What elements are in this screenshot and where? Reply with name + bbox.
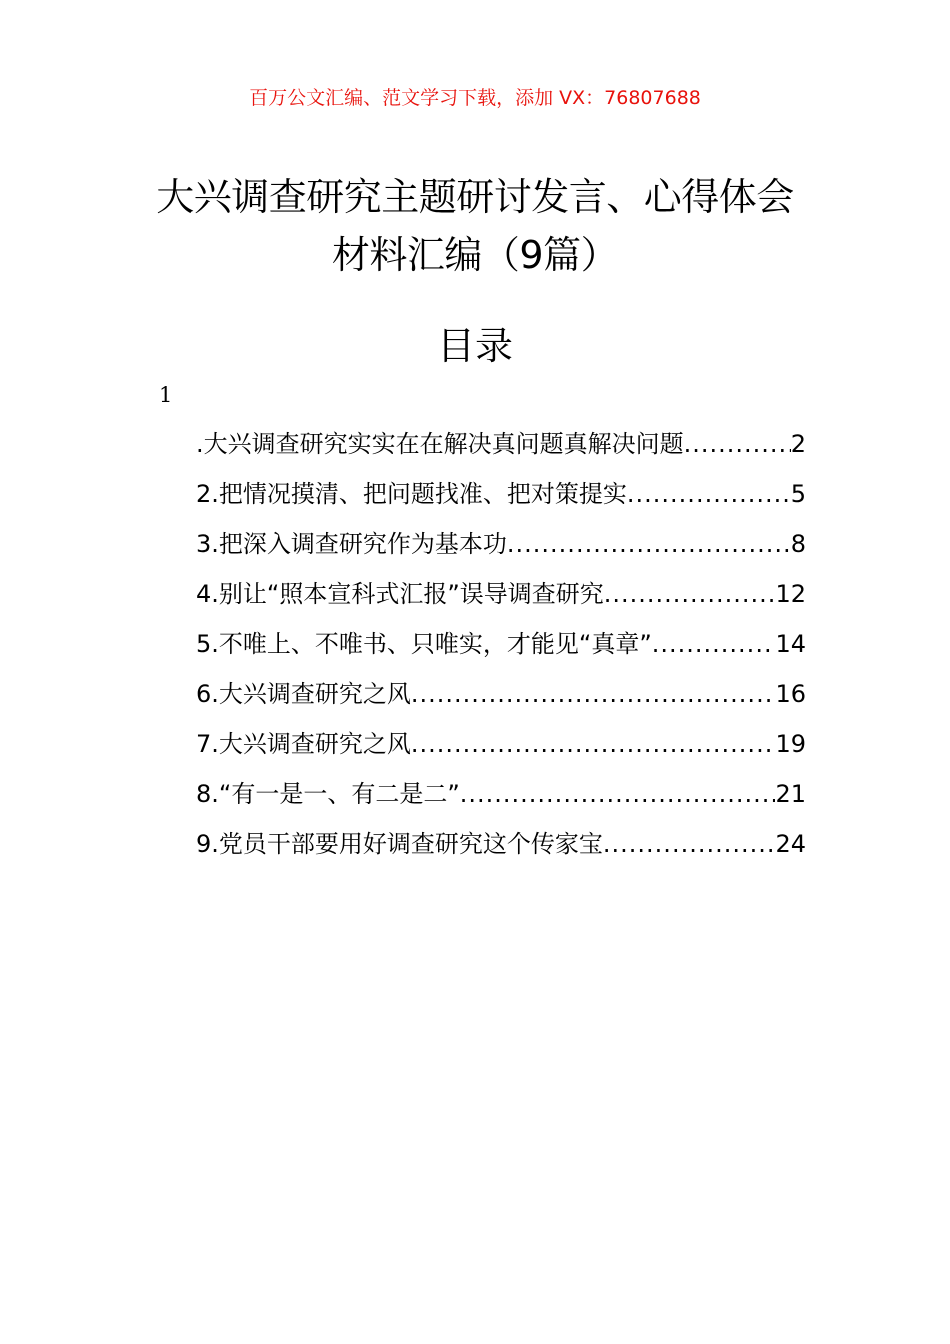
toc-entry-title: .大兴调查研究实实在在解决真问题真解决问题 — [196, 430, 684, 458]
toc-entry-title: 6.大兴调查研究之风 — [196, 680, 411, 708]
toc-entry-page: 16 — [775, 680, 806, 708]
toc-entry[interactable] — [196, 726, 806, 776]
toc-entry-page: 2 — [790, 430, 806, 458]
toc-dot-leader — [604, 576, 776, 612]
toc-entry[interactable] — [196, 426, 806, 476]
toc-dot-leader — [652, 626, 776, 662]
stray-page-number: 1 — [159, 383, 173, 407]
toc-entry-page: 21 — [775, 780, 806, 808]
toc-dot-leader — [603, 826, 776, 862]
toc-dot-leader — [507, 526, 791, 562]
toc-entry[interactable] — [196, 576, 806, 626]
table-of-contents — [196, 426, 806, 876]
toc-entry-page: 24 — [775, 830, 806, 858]
toc-entry[interactable] — [196, 526, 806, 576]
toc-entry[interactable] — [196, 776, 806, 826]
toc-entry-page: 19 — [775, 730, 806, 758]
toc-dot-leader — [684, 426, 791, 462]
toc-entry-title: 5.不唯上、不唯书、只唯实，才能见“真章” — [196, 630, 652, 658]
toc-entry-title: 9.党员干部要用好调查研究这个传家宝 — [196, 830, 603, 858]
toc-entry[interactable] — [196, 476, 806, 526]
toc-entry-title: 7.大兴调查研究之风 — [196, 730, 411, 758]
toc-entry-page: 12 — [775, 580, 806, 608]
toc-dot-leader — [627, 476, 791, 512]
header-banner: 百万公文汇编、范文学习下载，添加 VX：76807688 — [249, 87, 701, 109]
toc-entry[interactable] — [196, 626, 806, 676]
toc-entry[interactable] — [196, 676, 806, 726]
document-title: 大兴调查研究主题研讨发言、心得体会材料汇编（9篇） — [156, 175, 794, 277]
toc-entry-title: 2.把情况摸清、把问题找准、把对策提实 — [196, 480, 627, 508]
toc-entry-page: 14 — [775, 630, 806, 658]
toc-dot-leader — [460, 776, 776, 812]
toc-entry-title: 3.把深入调查研究作为基本功 — [196, 530, 507, 558]
toc-entry-title: 4.别让“照本宣科式汇报”误导调查研究 — [196, 580, 604, 608]
toc-entry[interactable] — [196, 826, 806, 876]
toc-entry-page: 8 — [790, 530, 806, 558]
toc-entry-title: 8.“有一是一、有二是二” — [196, 780, 460, 808]
toc-entry-page: 5 — [790, 480, 806, 508]
toc-dot-leader — [411, 676, 776, 712]
toc-dot-leader — [411, 726, 776, 762]
toc-heading: 目录 — [436, 324, 513, 368]
